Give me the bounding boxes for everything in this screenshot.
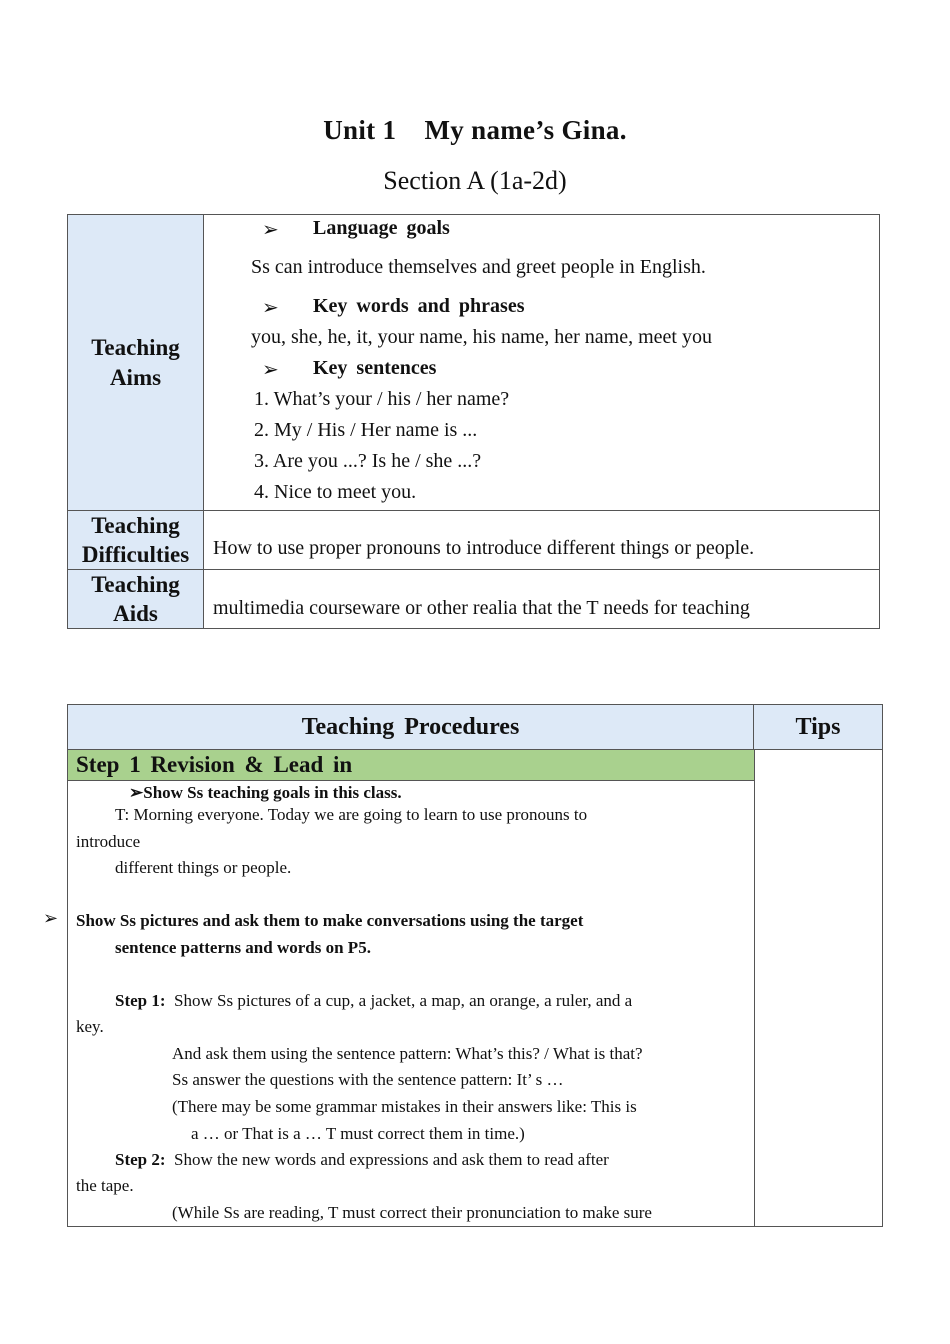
step-2-line	[115, 1150, 609, 1170]
teacher-line: introduce	[76, 832, 141, 851]
step-2-line: the tape.	[76, 1176, 134, 1195]
show-pictures-line: sentence patterns and words on P5.	[115, 938, 371, 957]
bullet-arrow-icon: ➢	[262, 297, 279, 319]
mistakes-line: a … or That is a … T must correct them in time.)	[191, 1124, 525, 1143]
teaching-aims-table	[67, 214, 880, 629]
key-sentence: 2. My / His / Her name is ...	[254, 419, 478, 441]
teaching-difficulties-label: Teaching Difficulties	[68, 511, 204, 569]
show-pictures-line: Show Ss pictures and ask them to make conversations using the target	[76, 911, 584, 930]
page-title: Unit 1 My name’s Gina.	[323, 115, 627, 145]
language-goals-heading: Language goals	[313, 217, 450, 239]
teaching-aids-label: Teaching Aids	[68, 570, 204, 628]
key-sentence: 3. Are you ...? Is he / she ...?	[254, 450, 482, 472]
bullet-arrow-icon: ➢	[262, 359, 279, 381]
teaching-procedures-table	[67, 704, 883, 1227]
key-words-heading: Key words and phrases	[313, 295, 525, 317]
while-line: (While Ss are reading, T must correct their pronunciation to make sure	[172, 1203, 652, 1222]
step-1-text: Show Ss pictures of a cup, a jacket, a map, an orange, a ruler, and a	[174, 991, 633, 1010]
step-2-label: Step 2:	[115, 1150, 166, 1169]
teaching-difficulties-text: How to use proper pronouns to introduce different things or people.	[213, 537, 755, 559]
show-goals-line: ➢Show Ss teaching goals in this class.	[129, 783, 402, 802]
key-sentence: 1. What’s your / his / her name?	[254, 388, 510, 410]
column-divider	[754, 750, 755, 1226]
key-sentence: 4. Nice to meet you.	[254, 481, 417, 503]
key-sentences-heading: Key sentences	[313, 357, 437, 379]
teacher-line: different things or people.	[115, 858, 292, 877]
step-1-line: key.	[76, 1017, 104, 1036]
procedures-header: Teaching Procedures	[68, 705, 754, 750]
teaching-aims-label: Teaching Aims	[68, 215, 204, 510]
page-subtitle: Section A (1a-2d)	[383, 166, 567, 195]
step-2-text: Show the new words and expressions and ask them to read after	[174, 1150, 609, 1169]
teaching-aids-text: multimedia courseware or other realia that the T needs for teaching	[213, 597, 750, 619]
step-1-line	[115, 991, 632, 1011]
teacher-line: T: Morning everyone. Today we are going to learn to use pronouns to	[115, 805, 588, 824]
bullet-arrow-icon: ➢	[262, 219, 279, 241]
tips-header: Tips	[754, 705, 882, 750]
key-words-text: you, she, he, it, your name, his name, her name, meet you	[251, 326, 712, 348]
language-goals-text: Ss can introduce themselves and greet people in English.	[251, 256, 706, 278]
step1-title: Step 1 Revision & Lead in	[68, 750, 754, 781]
ask-line: And ask them using the sentence pattern: What’s this? / What is that?	[172, 1044, 643, 1063]
step-1-label: Step 1:	[115, 991, 166, 1010]
answer-line: Ss answer the questions with the sentence pattern: It’ s …	[172, 1070, 564, 1089]
mistakes-line: (There may be some grammar mistakes in their answers like: This is	[172, 1097, 637, 1116]
bullet-arrow-icon: ➢	[43, 908, 59, 928]
